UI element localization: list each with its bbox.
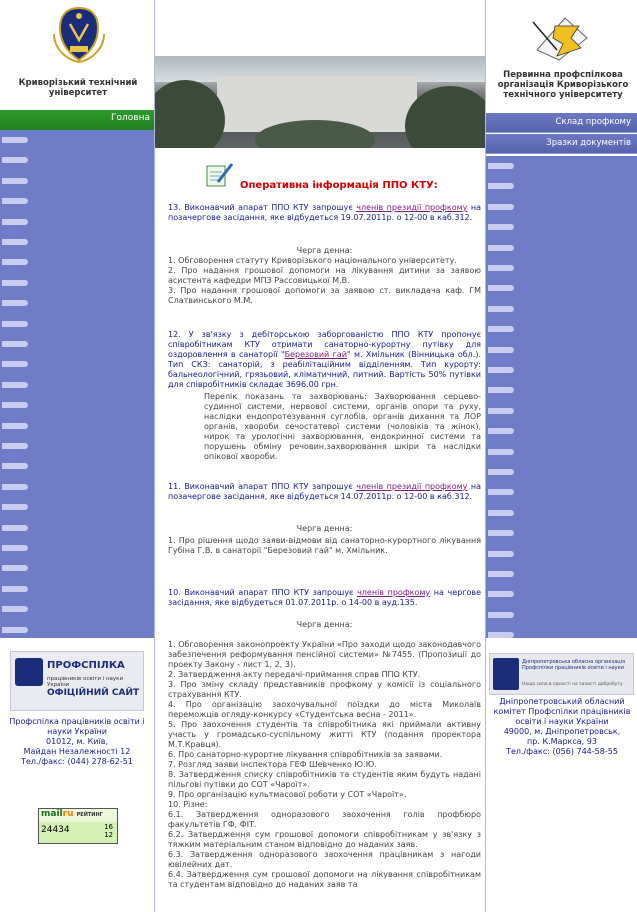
nav-bullet-icon xyxy=(2,545,28,551)
mailru-rating-counter[interactable]: mailru РЕЙТИНГ 24434 16 12 xyxy=(38,808,118,844)
nav-bullet-icon xyxy=(2,341,28,347)
agenda-label-11: Черга денна: xyxy=(296,524,353,533)
left-column xyxy=(0,0,154,912)
nav-bullet-icon xyxy=(2,525,28,531)
dnipro-committee-banner[interactable]: Дніпропетровська обласна організація Профспілки працівників освіти і науки Наша сила в єдності на захисті добробуту xyxy=(489,653,634,695)
nav-bullet-icon xyxy=(488,285,514,291)
news-item-11: 11. Виконавчий апарат ППО КТУ запрошує членів президії профкому на позачергове засідання, яке відбудеться 14.07.2011р. о 12-00 в каб.312. xyxy=(168,482,481,501)
nav-bullet-icon xyxy=(488,612,514,618)
notepad-pencil-icon xyxy=(204,160,234,190)
link-sanatorium[interactable]: Березовий гай xyxy=(284,350,347,359)
profspilka-logo-icon xyxy=(15,658,43,686)
nav-bullet-icon xyxy=(2,280,28,286)
news-item-13: 13. Виконавчий апарат ППО КТУ запрошує членів президії профкому на позачергове засідання, яке відбудеться 19.07.2011р. о 12-00 в каб.312. xyxy=(168,203,481,222)
nav-bullet-icon xyxy=(2,361,28,367)
nav-bullet-icon xyxy=(2,157,28,163)
nav-bullet-icon xyxy=(2,606,28,612)
nav-bullet-icon xyxy=(488,571,514,577)
dnipro-address: Дніпропетровський обласний комітет Профспілки працівників освіти і науки України 49000, м. Дніпропетровськ, пр. К.Маркса, 93 Тел./факс: (056) 744-58-55 xyxy=(493,697,631,756)
nav-bullet-icon xyxy=(488,183,514,189)
nav-bullet-icon xyxy=(488,265,514,271)
news-item-10: 10. Виконавчий апарат ППО КТУ запрошує членів профкому на чергове засідання, яке відбудеться 01.07.2011р. о 14-00 в ауд.135. xyxy=(168,588,482,607)
nav-bullet-icon xyxy=(488,224,514,230)
nav-bullet-icon xyxy=(488,163,514,169)
link-presidium-11[interactable]: членів президії профкому xyxy=(356,482,468,491)
nav-bullet-icon xyxy=(2,484,28,490)
right-nav-panel xyxy=(486,156,637,638)
nav-bullet-icon xyxy=(2,402,28,408)
link-presidium-13[interactable]: членів президії профкому xyxy=(356,203,468,212)
nav-bullet-icon xyxy=(2,219,28,225)
nav-bullet-icon xyxy=(2,627,28,633)
nav-bullet-icon xyxy=(2,382,28,388)
agenda-13: 1. Обговорення статуту Криворізького національного університету. 2. Про надання грошової допомоги на лікування дитини за заявою асистента кафедри МПЗ Рассовицької М.В. 3. Про надання грошової допомоги за заявою ст. викладача каф. ГМ Слатвинського М.М. xyxy=(168,256,481,305)
nav-bullet-icon xyxy=(2,423,28,429)
nav-bullet-icon xyxy=(488,326,514,332)
left-nav-panel xyxy=(0,130,154,638)
nav-bullet-icon xyxy=(2,321,28,327)
nav-home-button[interactable]: Головна xyxy=(0,110,154,130)
agenda-label-13: Черга денна: xyxy=(296,246,353,255)
university-name: Криворізький технічний університет xyxy=(18,78,138,98)
mailru-brand: mailru РЕЙТИНГ xyxy=(39,809,117,822)
nav-bullet-icon xyxy=(488,530,514,536)
ppo-logo-icon xyxy=(527,10,597,65)
university-building-photo xyxy=(155,56,485,148)
nav-bullet-icon xyxy=(488,489,514,495)
nav-bullet-icon xyxy=(488,551,514,557)
nav-bullet-icon xyxy=(488,306,514,312)
nav-bullet-icon xyxy=(2,259,28,265)
nav-bullet-icon xyxy=(2,178,28,184)
profspilka-address: Профспілка працівників освіти і науки України 01012, м. Київ, Майдан Незалежності 12 Тел./факс: (044) 278-62-51 xyxy=(9,717,145,766)
nav-bullet-icon xyxy=(2,198,28,204)
nav-bullet-icon xyxy=(488,449,514,455)
nav-bullet-icon xyxy=(488,204,514,210)
news-header xyxy=(204,160,474,194)
nav-bullet-icon xyxy=(488,387,514,393)
nav-bullet-icon xyxy=(2,239,28,245)
nav-bullet-icon xyxy=(2,300,28,306)
nav-bullet-icon xyxy=(488,510,514,516)
agenda-11: 1. Про рішення щодо заяви-відмови від санаторно-курортного лікування Губіна Г.В. в санаторії "Березовий гай" м. Хмільник. xyxy=(168,536,481,555)
dnipro-logo-icon xyxy=(493,658,519,690)
nav-bullet-icon xyxy=(488,428,514,434)
agenda-label-10: Черга денна: xyxy=(296,620,353,629)
link-committee-10[interactable]: членів профкому xyxy=(357,588,431,597)
nav-staff-button[interactable]: Склад профкому xyxy=(486,113,637,133)
news-item-12: 12. У зв'язку з дебіторською заборгованістю ППО КТУ пропонує співробітникам КТУ отримати санаторно-курортну путівку для оздоровлення в санаторії "Березовий гай" м. Хмільник (Вінницька обл.). Тип СКЗ: санаторій, з реабілітаційним відділенням. Тип курорту: бальнеологічний, грязьовий, кліматичний, питний. Вартість 50% путівки для співробітників складає 3696.00 грн. Перелік показань та захворювань: Захворювання серцево-судинної системи, нервової системи, органів опори та руху, наслідки ендопротезування суглобів, органів дихання та ЛОР органів, хвороби сечостатевої системи (чоловіків та жінок), нирок та урологічні захворювання, ендокринної системи та порушень обміну речовин,захворювання шкіри та наслідки опікової хвороби. xyxy=(168,330,481,461)
nav-bullet-icon xyxy=(2,586,28,592)
nav-bullet-icon xyxy=(488,245,514,251)
nav-bullet-icon xyxy=(488,632,514,638)
university-crest-icon xyxy=(48,4,110,66)
nav-bullet-icon xyxy=(488,347,514,353)
ppo-name: Первинна профспілкова організація Криворізького технічного університету xyxy=(497,70,629,100)
nav-bullet-icon xyxy=(488,591,514,597)
nav-bullet-icon xyxy=(488,408,514,414)
nav-bullet-icon xyxy=(2,565,28,571)
nav-bullet-icon xyxy=(2,137,28,143)
nav-templates-button[interactable]: Зразки документів xyxy=(486,134,637,154)
profspilka-official-banner[interactable]: ПРОФСПІЛКА працівників освіти і науки України ОФІЦІЙНИЙ САЙТ xyxy=(10,651,144,711)
agenda-10: 1. Обговорення законопроекту України «Про заходи щодо законодавчого забезпечення реформування пенсійної системи» №7455. (Пропозиції до проекту Закону - лист 1, 2, 3). 2. Затвердження акту передачі-приймання справ ППО КТУ. 3. Про зміну складу представників профкому у комісії із соціального страхування КТУ. 4. Про організацію заохочувальної поїздки до міста Миколаїв переможців огляду-конкурсу «Студентська весна - 2011». 5. Про заохочення студентів та співробітника які приймали активну участь у громадсько-суспільному житті КТУ (подання проректора М.Т.Кравця). 6. Про санаторно-курортне лікування співробітників за заявами. 7. Розгляд заяви інспектора ГЕФ Шевченко Ю.Ю. 8. Затвердження списку співробітників та студентів яким будуть надані пільгові путівки до СОТ «Чароїт». 9. Про організацію культмасової роботи у СОТ «Чароїт». 10. Різне: 6.1. Затвердження одноразового заохочення голів профбюро факультетів ГФ, ФІТ. 6.2. Затвердження сум грошової допомоги співробітникам у зв'язку з тяжким матеріальним станом відповідно до наданих заяв. 6.3. Затвердження одноразового заохочення працівникам з нагоди ювілейних дат. 6.4. Затвердження сум грошової допомоги на лікування співробітникам та студентам відповідно до наданих заяв та xyxy=(168,640,481,889)
nav-bullet-icon xyxy=(2,504,28,510)
nav-bullet-icon xyxy=(488,469,514,475)
page-title: Оперативна інформація ППО КТУ: xyxy=(240,180,438,191)
nav-bullet-icon xyxy=(488,367,514,373)
nav-bullet-icon xyxy=(2,463,28,469)
nav-bullet-icon xyxy=(2,443,28,449)
